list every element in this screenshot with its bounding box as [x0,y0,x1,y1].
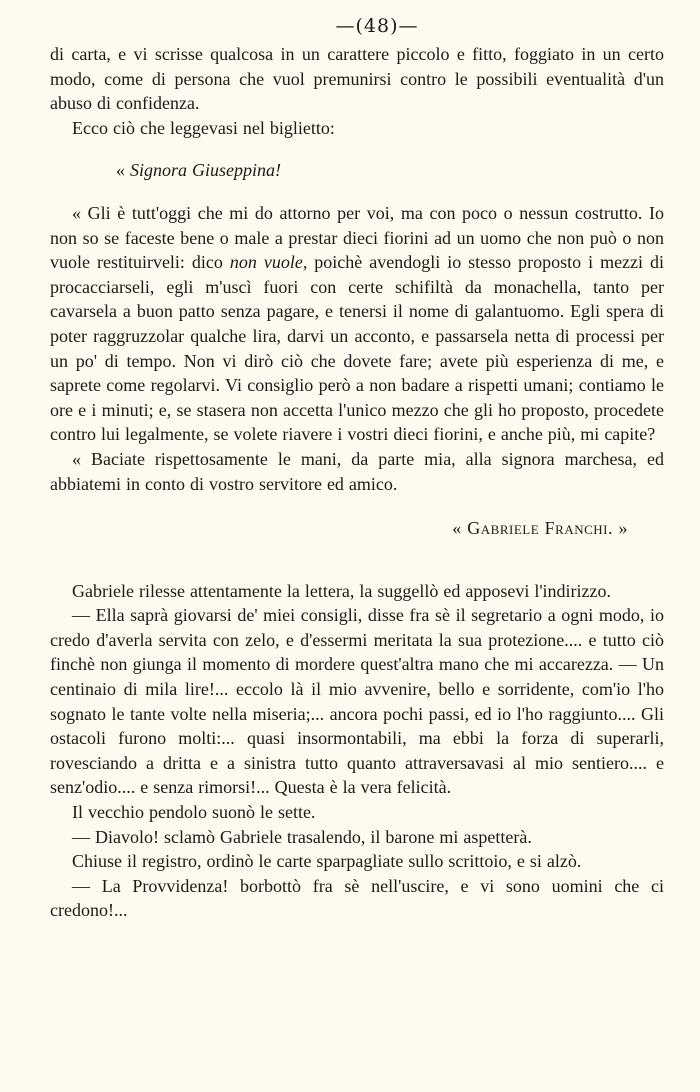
letter-closing-paragraph: « Baciate rispettosamente le mani, da parte mia, alla signora marchesa, ed abbiatemi in conto di vostro servitore ed amico. [50,448,664,494]
letter-body-paragraph [50,201,664,447]
paragraph-clock: Il vecchio pendolo suonò le sette. [72,802,316,823]
paragraph-reread: Gabriele rilesse attentamente la lettera, la suggellò ed apposevi l'indirizzo. [72,580,612,601]
salutation-quote-mark: « [116,160,125,181]
letter-salutation [116,158,664,183]
paragraph-closes-register: Chiuse il registro, ordinò le carte sparpagliate sullo scrittoio, e si alzò. [72,851,582,872]
salutation-text: Signora Giuseppina! [130,160,281,181]
paragraph-providence: — La Provvidenza! borbottò fra sè nell'uscire, e vi sono uomini che ci credono!... [50,875,664,921]
paragraph-intro-note: Ecco ciò che leggevasi nel biglietto: [72,117,335,138]
letter-signature: « Gabriele Franchi. » [452,518,628,539]
paragraph-exclaim: — Diavolo! sclamò Gabriele trasalendo, il barone mi aspetterà. [72,826,532,847]
page-number: —(48)— [335,15,419,37]
letter-text-part-b: poichè avendogli io stesso proposto i mezzi di procacciarseli, egli m'uscì fuori con certe schifiltà da monachella, tanto per cavarsela a buon patto senza pagare, e tenersi il nome di galantuomo. Egli spera di poter raggruzzolar qualche lira, darvi un acconto, e passarsela netta di processi per un po' di tempo. Non vi dirò ciò che dovete fare; avete più esperienza di me, e saprete come regolarvi. Vi consiglio però a non badare a rispetti umani; contiamo le ore e i minuti; e, se stasera non accetta l'unico mezzo che gli ho proposto, procedete contro lui legalmente, se volete riavere i vostri dieci fiorini, e anche più, mi capite? [50,252,665,445]
paragraph-monologue: — Ella saprà giovarsi de' miei consigli, disse fra sè il segretario a ogni modo, io credo d'averla servita con zelo, e d'essermi meritata la sua protezione.... e tutto ciò finchè non giunga il momento di mordere quest'altra mano che mi accarezza. — Un centinaio di mila lire!... eccolo là il mio avvenire, bello e sorridente, com'io l'ho sognato le tante volte nella miseria;... ancora pochi passi, ed io l'ho raggiunto.... Gli ostacoli furono molti:... quasi insormontabili, ma ebbi la forza di superarli, rovesciando a dritta e a sinistra tutto quanto attraversavasi al mio sentiero.... e senz'odio.... e senza rimorsi!... Questa è la vera felicità. [50,605,664,798]
letter-emphasis: non vuole, [229,252,308,273]
paragraph-continuation: di carta, e vi scrisse qualcosa in un carattere piccolo e fitto, foggiato in un certo modo, come di persona che vuol premunirsi contro le possibili eventualità d'un abuso di confidenza. [50,44,664,114]
page-text [50,42,664,923]
letter-text-part-a: « Gli è tutt'oggi che mi do attorno per voi, ma con poco o nessun costrutto. Io non so se faceste bene o male a prestar dieci fiorini ad un uomo che non può o non vuole restituirveli: dico [50,202,664,273]
